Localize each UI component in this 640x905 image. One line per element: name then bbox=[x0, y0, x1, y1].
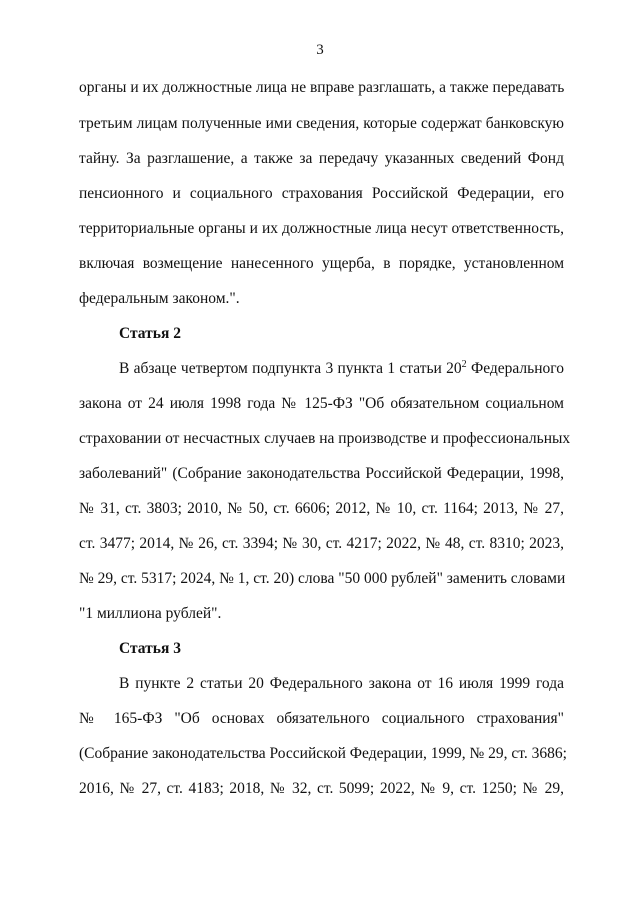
article-2-line: "1 миллиона рублей". bbox=[79, 605, 222, 622]
paragraph-line: пенсионного и социального страхования Российской Федерации, его bbox=[79, 185, 564, 202]
article-2-line-text: В абзаце четвертом подпункта 3 пункта 1 статьи 20 bbox=[119, 360, 462, 377]
article-3-heading: Статья 3 bbox=[119, 640, 181, 657]
article-2-line: заболеваний" (Собрание законодательства Российской Федерации, 1998, bbox=[79, 465, 564, 482]
article-2-line: ст. 3477; 2014, № 26, ст. 3394; № 30, ст. 4217; 2022, № 48, ст. 8310; 2023, bbox=[79, 535, 564, 552]
paragraph-line: третьим лицам полученные ими сведения, которые содержат банковскую bbox=[79, 115, 564, 132]
paragraph-line: включая возмещение нанесенного ущерба, в порядке, установленном bbox=[79, 255, 564, 272]
article-2-line: закона от 24 июля 1998 года № 125-ФЗ "Об обязательном социальном bbox=[79, 395, 564, 412]
article-3-line: (Собрание законодательства Российской Федерации, 1999, № 29, ст. 3686; bbox=[79, 745, 567, 762]
article-3-line: № 165-ФЗ "Об основах обязательного социального страхования" bbox=[79, 710, 564, 727]
paragraph-line: органы и их должностные лица не вправе разглашать, а также передавать bbox=[79, 79, 565, 96]
paragraph-line: федеральным законом.". bbox=[79, 290, 240, 307]
paragraph-line: территориальные органы и их должностные лица несут ответственность, bbox=[79, 220, 564, 237]
article-2-line-text: Федерального bbox=[466, 360, 564, 377]
article-2-heading: Статья 2 bbox=[119, 325, 181, 342]
article-2-first-line bbox=[119, 359, 564, 379]
superscript: 2 bbox=[461, 359, 467, 370]
article-2-line: № 29, ст. 5317; 2024, № 1, ст. 20) слова "50 000 рублей" заменить словами bbox=[79, 570, 566, 587]
article-3-first-line: В пункте 2 статьи 20 Федерального закона от 16 июля 1999 года bbox=[119, 675, 564, 692]
page-number: 3 bbox=[316, 42, 324, 58]
article-2-line: страховании от несчастных случаев на производстве и профессиональных bbox=[79, 430, 571, 447]
article-3-line: 2016, № 27, ст. 4183; 2018, № 32, ст. 5099; 2022, № 9, ст. 1250; № 29, bbox=[79, 780, 564, 797]
article-2-line: № 31, ст. 3803; 2010, № 50, ст. 6606; 2012, № 10, ст. 1164; 2013, № 27, bbox=[79, 500, 564, 517]
paragraph-line: тайну. За разглашение, а также за передачу указанных сведений Фонд bbox=[79, 150, 564, 167]
